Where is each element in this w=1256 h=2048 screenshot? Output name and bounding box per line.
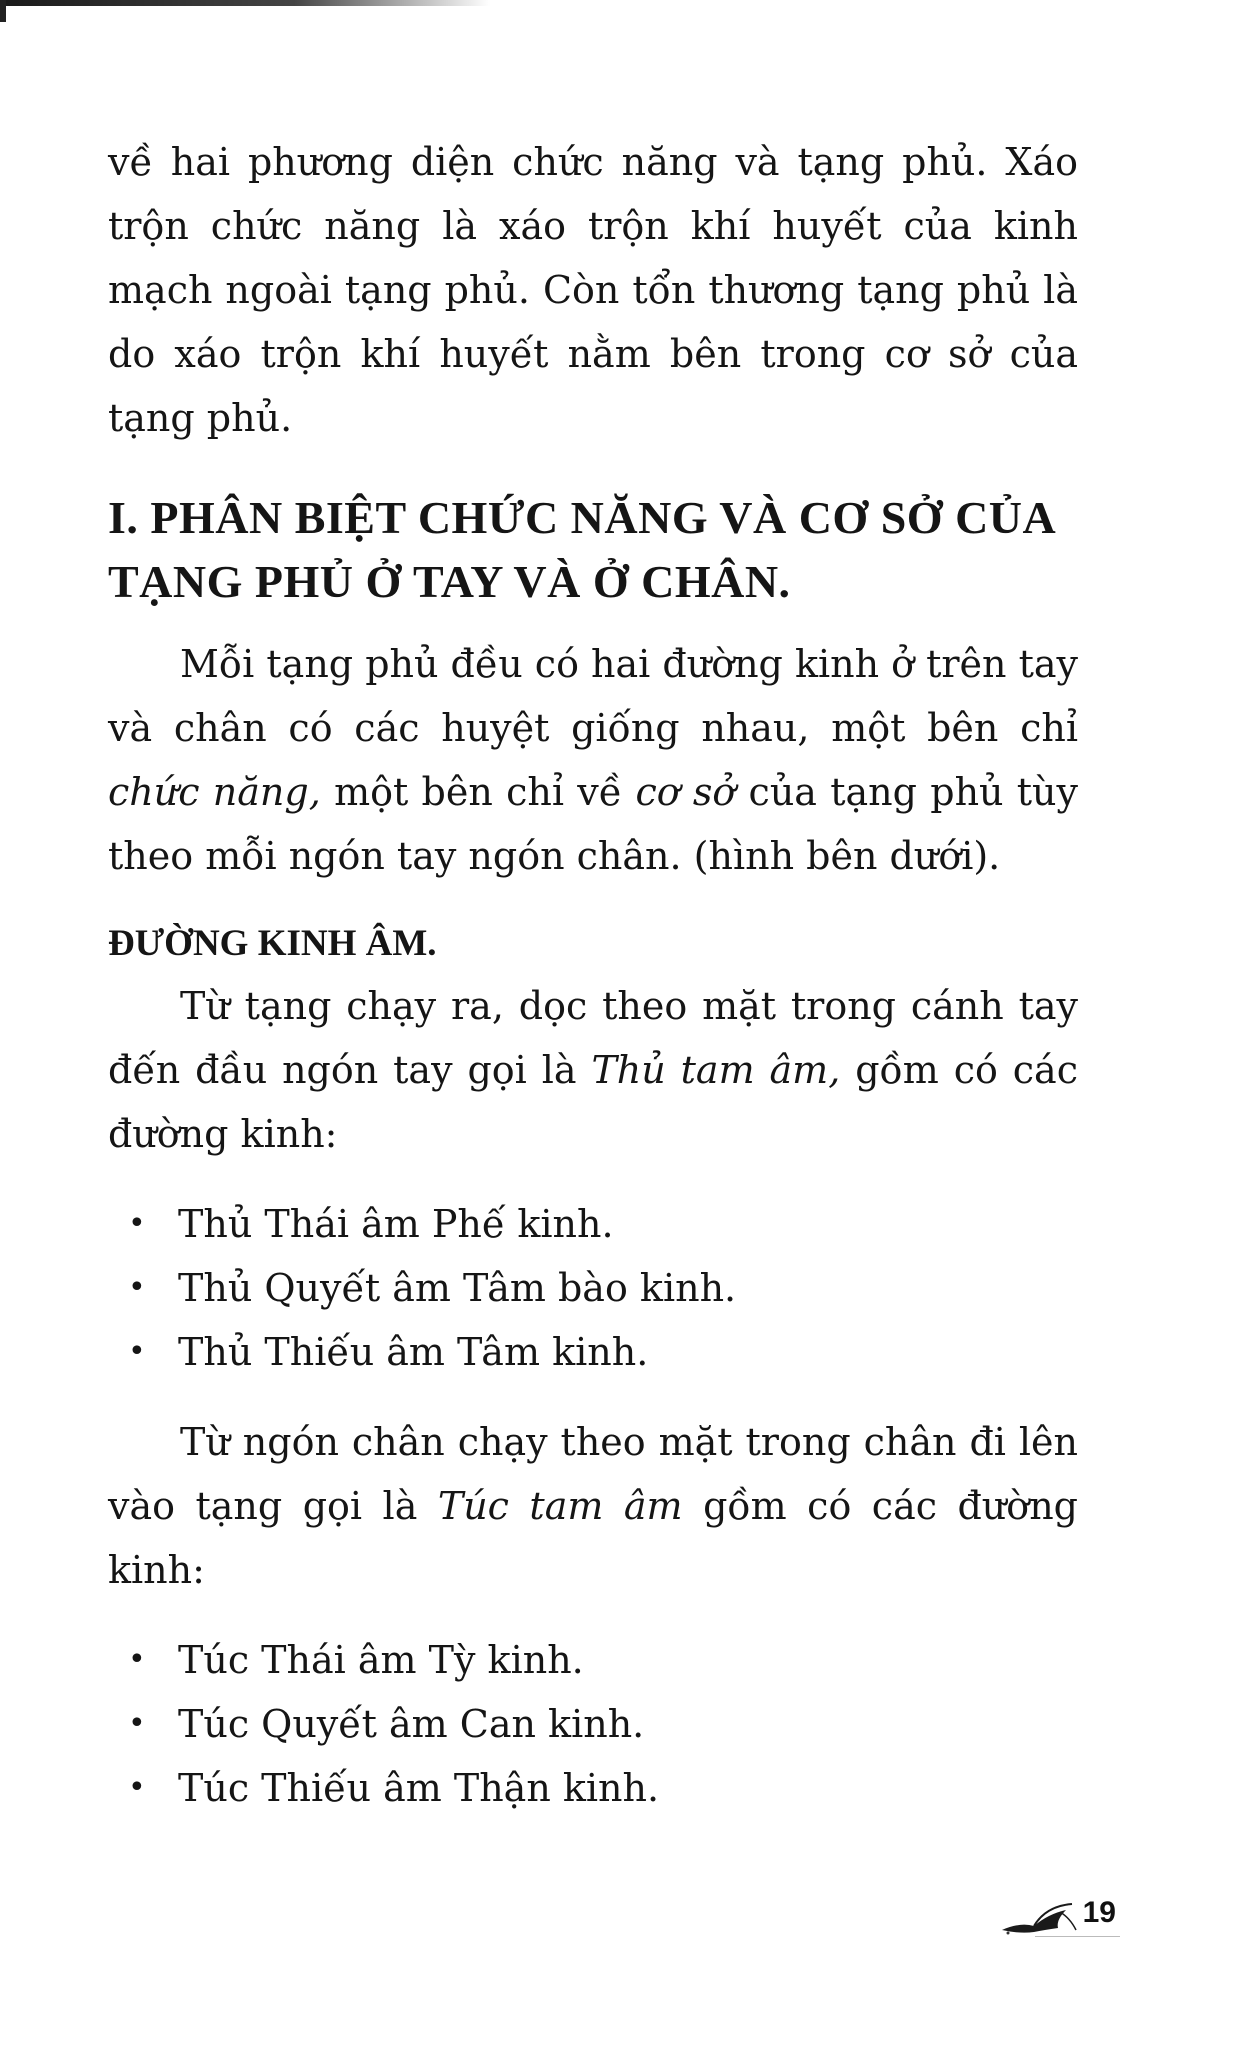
hand-paragraph-part1: Từ tạng chạy ra, dọc theo mặt trong cánh tay đến đầu ngón tay gọi là (108, 984, 1078, 1092)
leaf-ornament-icon (1000, 1900, 1082, 1938)
foot-paragraph-italic: Túc tam âm (437, 1484, 683, 1528)
list-item (108, 1192, 1078, 1256)
bullet-icon: • (128, 1206, 146, 1241)
section-paragraph-part2: một bên chỉ về (320, 770, 636, 814)
bullet-icon: • (128, 1334, 146, 1369)
section-paragraph-italic1: chức năng, (108, 770, 321, 814)
hand-paragraph (108, 974, 1078, 1166)
list-item-text: Túc Thiếu âm Thận kinh. (178, 1766, 660, 1810)
bullet-icon: • (128, 1770, 146, 1805)
foot-meridian-list (108, 1628, 1078, 1820)
section-heading: I. PHÂN BIỆT CHỨC NĂNG VÀ CƠ SỞ CỦA TẠNG PHỦ Ở TAY VÀ Ở CHÂN. (108, 492, 1054, 607)
subheading-duong-kinh-am: ĐƯỜNG KINH ÂM. (108, 923, 437, 964)
bullet-icon: • (128, 1642, 146, 1677)
foot-paragraph-part2: gồm có các đường kinh: (108, 1484, 1078, 1592)
hand-paragraph-italic: Thủ tam âm, (591, 1048, 841, 1092)
list-item (108, 1692, 1078, 1756)
scan-edge (0, 0, 490, 6)
page-content (108, 130, 1078, 1820)
intro-paragraph: về hai phương diện chức năng và tạng phủ. Xáo trộn chức năng là xáo trộn khí huyết của kinh mạch ngoài tạng phủ. Còn tổn thương tạng phủ là do xáo trộn khí huyết nằm bên trong cơ sở của tạng phủ. (108, 140, 1078, 440)
list-item (108, 1628, 1078, 1692)
foot-paragraph (108, 1410, 1078, 1602)
hand-meridian-list (108, 1192, 1078, 1384)
list-item (108, 1320, 1078, 1384)
page-number: 19 (1082, 1896, 1116, 1929)
list-item-text: Thủ Quyết âm Tâm bào kinh. (178, 1266, 737, 1310)
bullet-icon: • (128, 1706, 146, 1741)
list-item-text: Túc Quyết âm Can kinh. (178, 1702, 645, 1746)
section-paragraph (108, 632, 1078, 888)
foot-paragraph-part1: Từ ngón chân chạy theo mặt trong chân đi lên vào tạng gọi là (108, 1420, 1078, 1528)
section-paragraph-part1: Mỗi tạng phủ đều có hai đường kinh ở trên tay và chân có các huyệt giống nhau, một bên chỉ (108, 642, 1078, 750)
section-paragraph-italic2: cơ sở (635, 770, 736, 814)
scan-edge-left (0, 0, 6, 22)
ornament-underline (1035, 1936, 1120, 1937)
bullet-icon: • (128, 1270, 146, 1305)
list-item-text: Thủ Thiếu âm Tâm kinh. (178, 1330, 649, 1374)
list-item (108, 1756, 1078, 1820)
list-item (108, 1256, 1078, 1320)
section-paragraph-part3: của tạng phủ tùy theo mỗi ngón tay ngón chân. (hình bên dưới). (108, 770, 1079, 878)
hand-paragraph-part2: gồm có các đường kinh: (108, 1048, 1078, 1156)
list-item-text: Thủ Thái âm Phế kinh. (178, 1202, 614, 1246)
list-item-text: Túc Thái âm Tỳ kinh. (178, 1638, 584, 1682)
